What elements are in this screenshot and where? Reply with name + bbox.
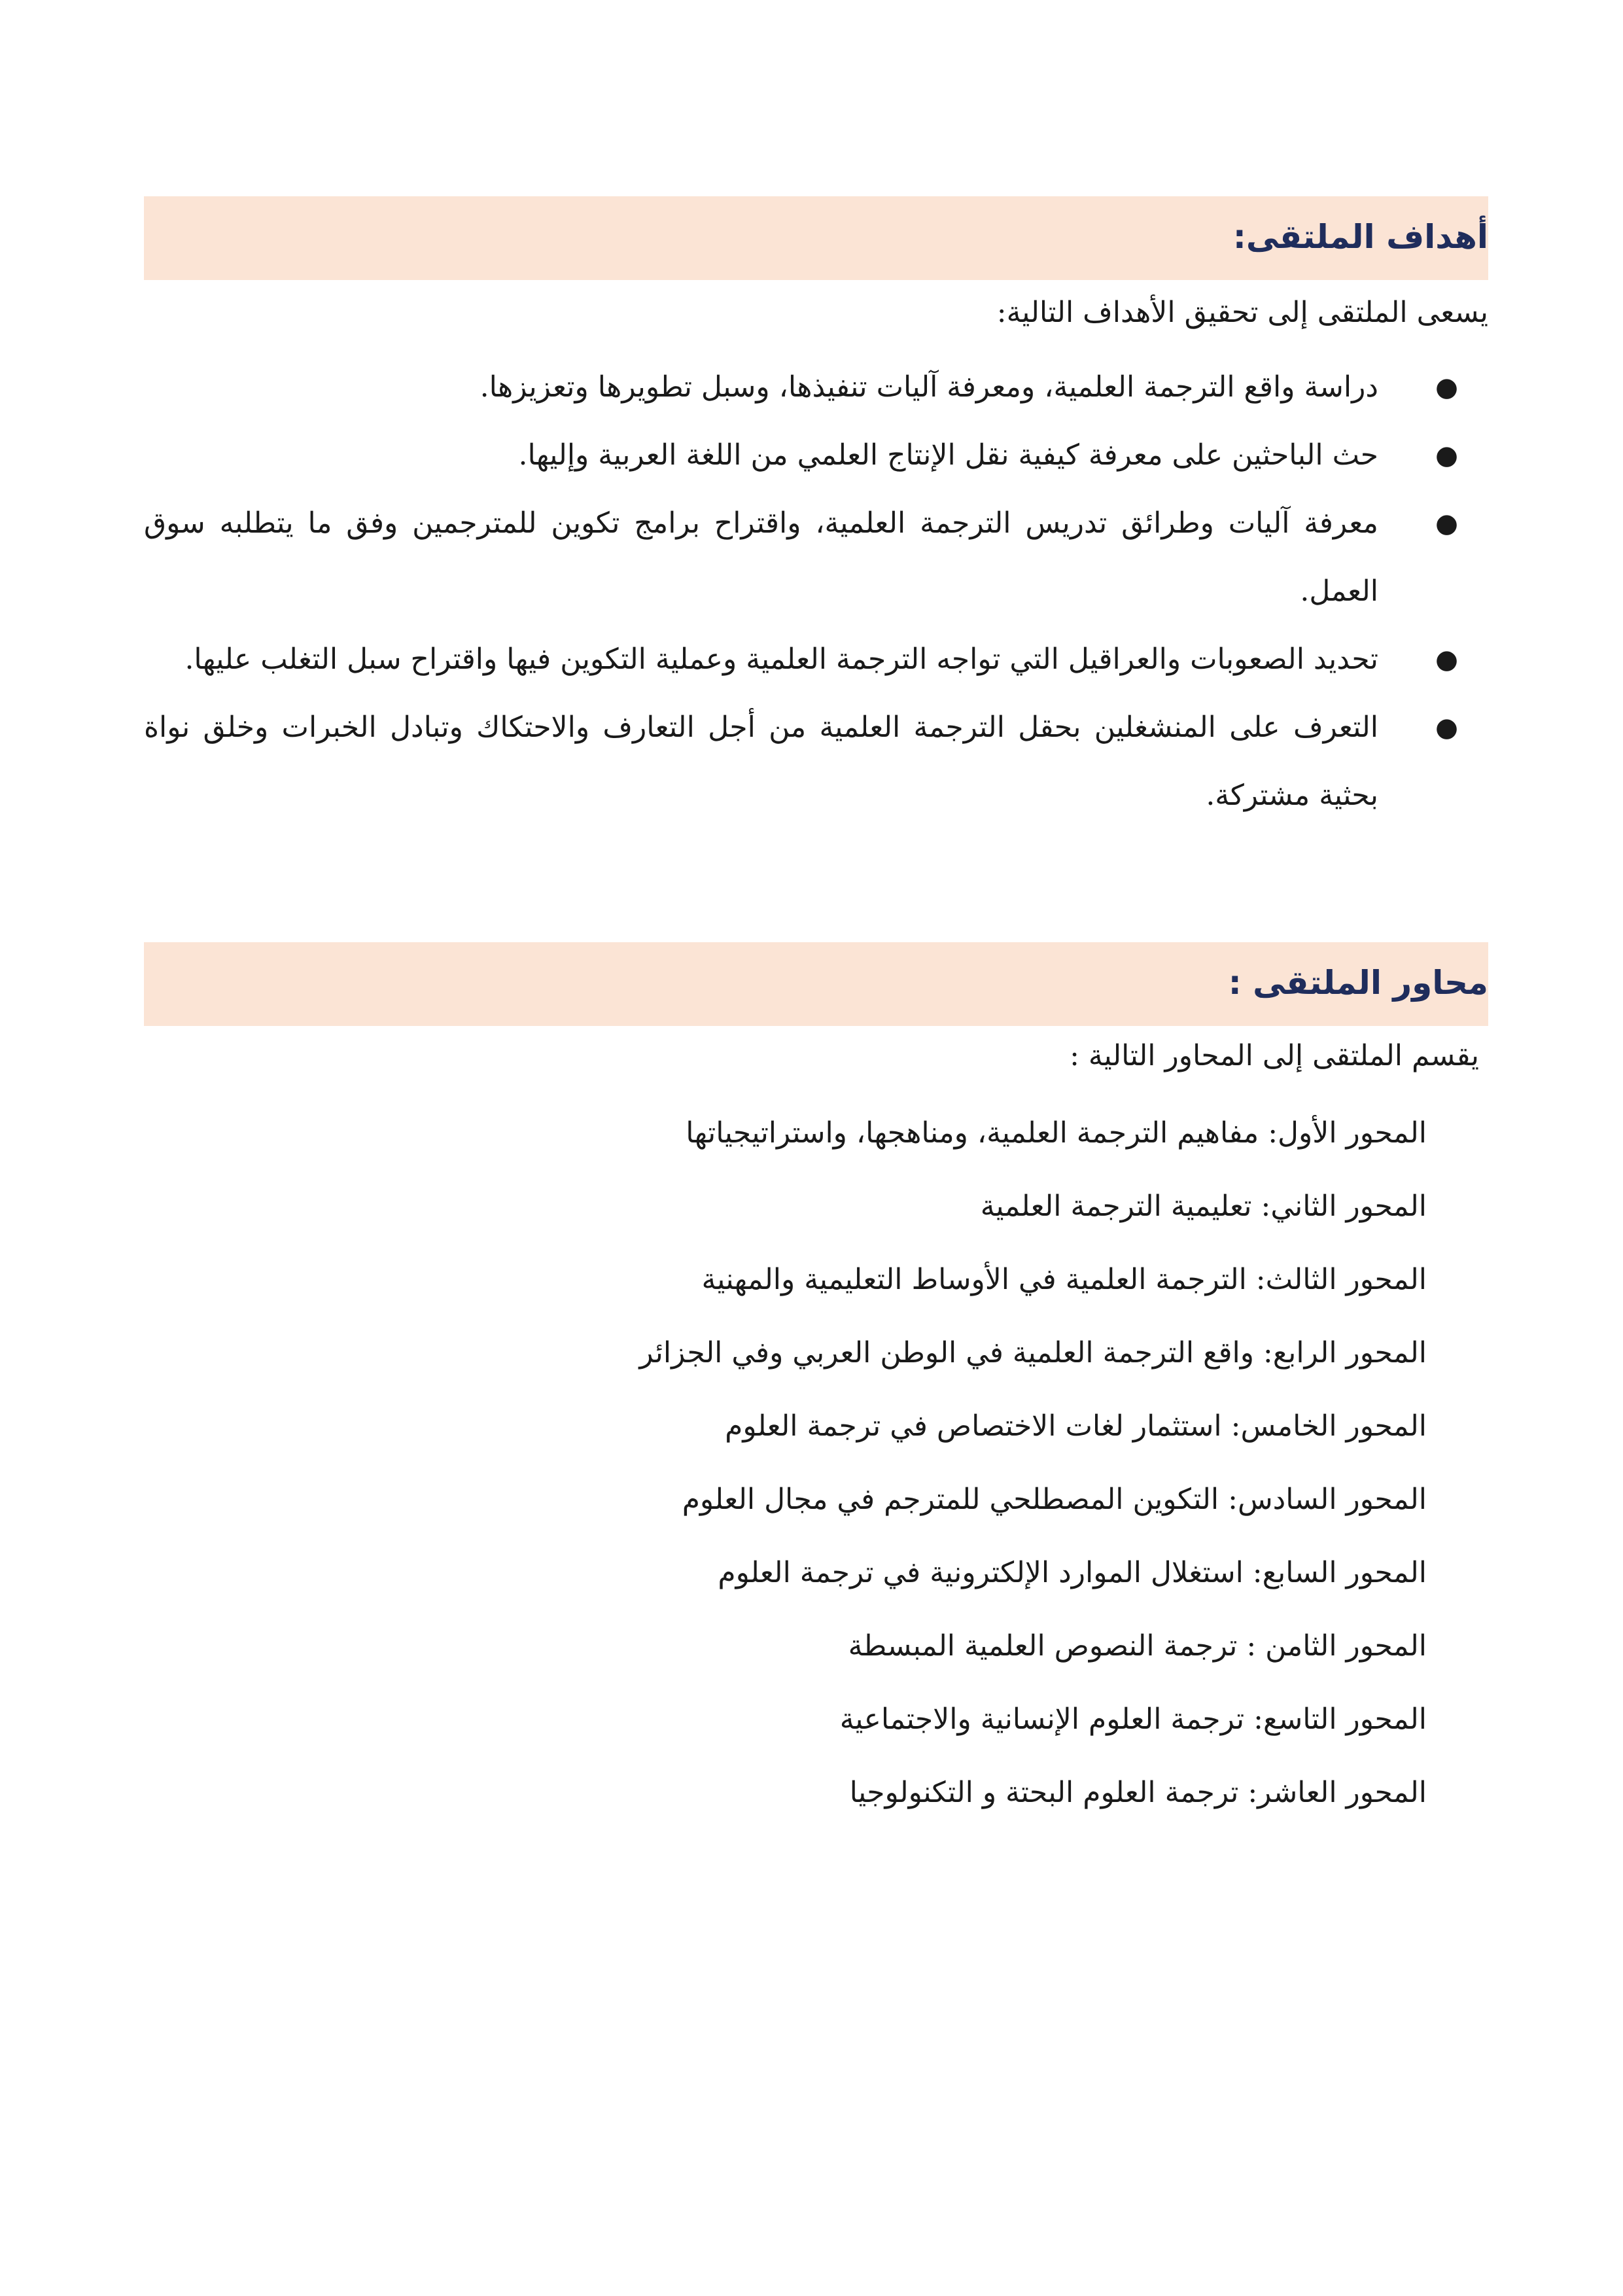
bullet-icon: ● (1435, 508, 1458, 539)
axes-section-header (144, 942, 1488, 1026)
axis-item: المحور الرابع: واقع الترجمة العلمية في الوطن العربي وفي الجزائر (639, 1336, 1427, 1369)
goal-item (144, 353, 1488, 421)
axis-item: المحور التاسع: ترجمة العلوم الإنسانية والاجتماعية (839, 1703, 1427, 1736)
goals-list (144, 353, 1488, 830)
goals-section-title: أهداف الملتقى: (1232, 218, 1488, 256)
axis-item: المحور الثامن : ترجمة النصوص العلمية المبسطة (848, 1629, 1427, 1663)
goal-text: التعرف على المنشغلين بحقل الترجمة العلمية من أجل التعارف والاحتكاك وتبادل الخبرات وخلق نواة بحثية مشتركة. (144, 711, 1378, 812)
axis-item: المحور الخامس: استثمار لغات الاختصاص في ترجمة العلوم (725, 1409, 1427, 1443)
goal-item (144, 626, 1488, 694)
axes-section-title: محاور الملتقى : (1228, 964, 1488, 1002)
goal-item (144, 694, 1488, 830)
bullet-icon: ● (1435, 645, 1458, 675)
goals-section-header (144, 196, 1488, 280)
axes-list (639, 1097, 1427, 1829)
goal-item (144, 489, 1488, 626)
goal-text: تحديد الصعوبات والعراقيل التي تواجه الترجمة العلمية وعملية التكوين فيها واقتراح سبل التغلب عليها. (184, 643, 1378, 676)
axis-item: المحور السابع: استغلال الموارد الإلكترونية في ترجمة العلوم (718, 1556, 1427, 1589)
bullet-icon: ● (1435, 713, 1458, 743)
bullet-icon: ● (1435, 372, 1458, 402)
goal-text: حث الباحثين على معرفة كيفية نقل الإنتاج العلمي من اللغة العربية وإليها. (518, 438, 1378, 472)
axis-item: المحور الثاني: تعليمية الترجمة العلمية (980, 1190, 1427, 1223)
goal-text: دراسة واقع الترجمة العلمية، ومعرفة آليات تنفيذها، وسبل تطويرها وتعزيزها. (480, 370, 1378, 404)
axis-item: المحور الأول: مفاهيم الترجمة العلمية، ومناهجها، واستراتيجياتها (686, 1116, 1427, 1150)
goal-item (144, 421, 1488, 489)
goal-text: معرفة آليات وطرائق تدريس الترجمة العلمية، واقتراح برامج تكوين للمترجمين وفق ما يتطلبه سوق العمل. (144, 506, 1378, 608)
axis-item: المحور الثالث: الترجمة العلمية في الأوساط التعليمية والمهنية (701, 1263, 1427, 1296)
axes-intro: يقسم الملتقى إلى المحاور التالية : (1070, 1039, 1479, 1072)
bullet-icon: ● (1435, 440, 1458, 470)
axis-item: المحور العاشر: ترجمة العلوم البحتة و التكنولوجيا (849, 1776, 1427, 1809)
axis-item: المحور السادس: التكوين المصطلحي للمترجم في مجال العلوم (682, 1483, 1427, 1516)
goals-intro: يسعى الملتقى إلى تحقيق الأهداف التالية: (996, 296, 1488, 329)
